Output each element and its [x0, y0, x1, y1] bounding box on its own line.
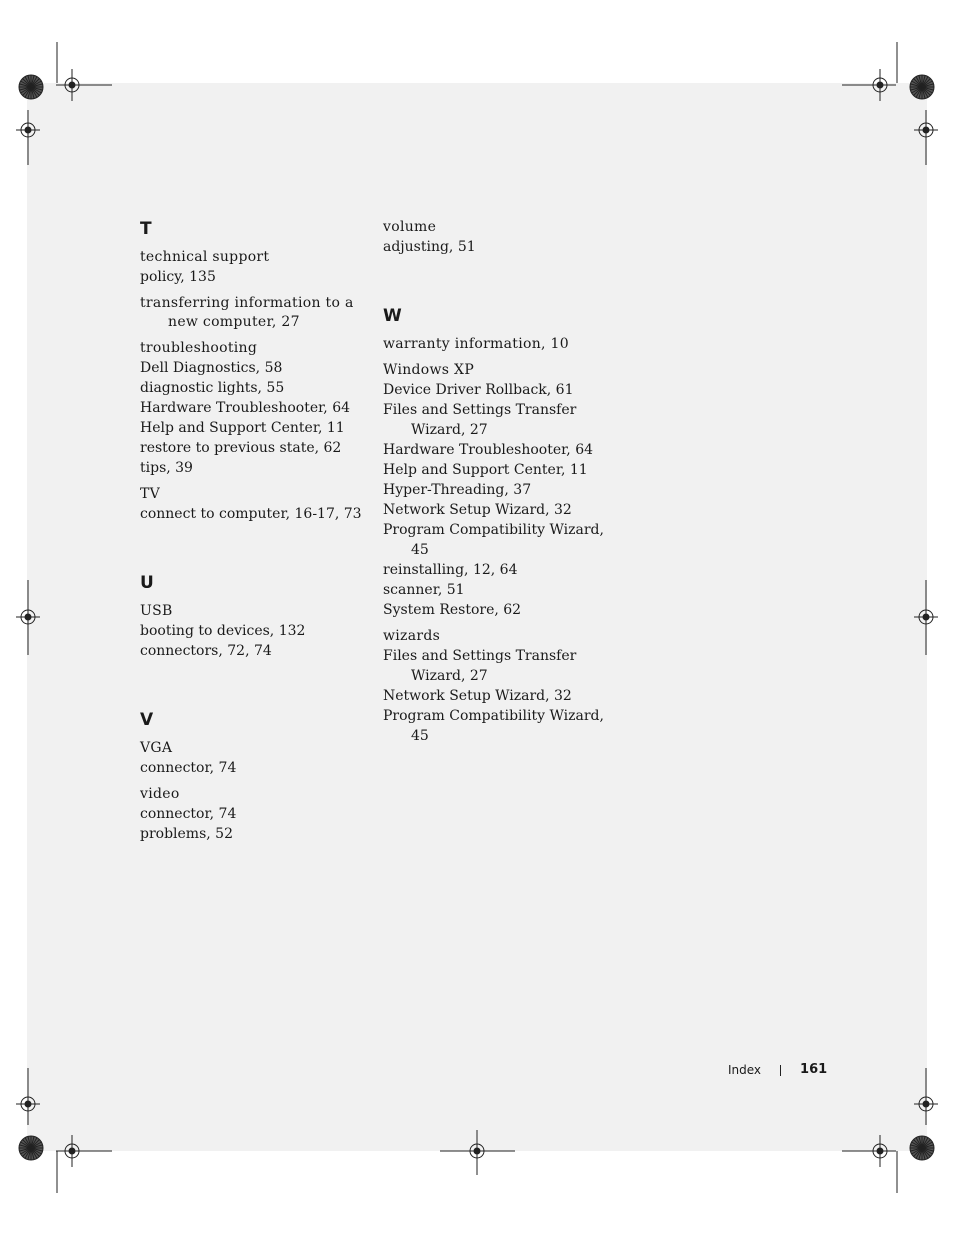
index-subentry: connect to computer, 16-17, 73: [140, 506, 362, 522]
index-subentry: Hardware Troubleshooter, 64: [140, 400, 351, 416]
section-letter: U: [140, 573, 154, 593]
index-section: [383, 305, 613, 746]
index-term: VGA: [140, 740, 173, 756]
index-term: Windows XP: [383, 362, 475, 378]
index-term: video: [140, 786, 180, 802]
index-section: [140, 218, 370, 524]
index-subentry: Network Setup Wizard, 32: [383, 688, 572, 704]
index-term: warranty information, 10: [383, 336, 569, 352]
index-column-right: [383, 218, 613, 794]
footer-separator: [780, 1065, 781, 1076]
index-subentry: Device Driver Rollback, 61: [383, 382, 574, 398]
index-entry: [383, 335, 613, 354]
index-subentry: Hardware Troubleshooter, 64: [383, 442, 594, 458]
index-subentry: reinstalling, 12, 64: [383, 562, 518, 578]
index-term: USB: [140, 603, 173, 619]
index-subentry: Hyper-Threading, 37: [383, 482, 532, 498]
index-entry: [383, 218, 613, 257]
index-subentry: adjusting, 51: [383, 239, 476, 255]
index-subentry: Network Setup Wizard, 32: [383, 502, 572, 518]
index-section: [140, 572, 370, 661]
section-letter: W: [383, 306, 402, 326]
section-letter: T: [140, 219, 152, 239]
index-entry: [140, 248, 370, 287]
index-subentry: Program Compatibility Wizard, 45: [383, 522, 604, 558]
index-subentry: Program Compatibility Wizard, 45: [383, 708, 604, 744]
index-entry: [383, 361, 613, 620]
index-subentry: Files and Settings Transfer Wizard, 27: [383, 648, 577, 684]
index-subentry: Help and Support Center, 11: [140, 420, 345, 436]
index-subentry: scanner, 51: [383, 582, 465, 598]
index-subentry: restore to previous state, 62: [140, 440, 342, 456]
index-subentry: connectors, 72, 74: [140, 643, 272, 659]
index-entry: [140, 602, 370, 661]
index-entry: [140, 294, 370, 332]
index-entry: [140, 485, 370, 524]
index-subentry: tips, 39: [140, 460, 193, 476]
index-term: transferring information to a new computer, 27: [140, 295, 354, 330]
index-subentry: policy, 135: [140, 269, 216, 285]
index-section: [383, 218, 613, 257]
page-number: 161: [800, 1062, 828, 1077]
index-entry: [140, 785, 370, 844]
index-entry: [383, 627, 613, 746]
index-section: [140, 709, 370, 844]
index-term: wizards: [383, 628, 441, 644]
page-footer: [728, 1061, 827, 1079]
index-entry: [140, 339, 370, 478]
index-term: TV: [140, 486, 161, 502]
index-subentry: Help and Support Center, 11: [383, 462, 588, 478]
index-term: technical support: [140, 249, 270, 265]
footer-section-label: Index: [728, 1063, 762, 1077]
index-subentry: connector, 74: [140, 760, 237, 776]
index-subentry: problems, 52: [140, 826, 233, 842]
index-subentry: Dell Diagnostics, 58: [140, 360, 283, 376]
section-letter: V: [140, 710, 154, 730]
index-term: troubleshooting: [140, 340, 258, 356]
index-term: volume: [383, 219, 437, 235]
index-subentry: connector, 74: [140, 806, 237, 822]
index-column-left: [140, 218, 370, 892]
index-subentry: System Restore, 62: [383, 602, 522, 618]
index-subentry: booting to devices, 132: [140, 623, 306, 639]
index-subentry: Files and Settings Transfer Wizard, 27: [383, 402, 577, 438]
index-subentry: diagnostic lights, 55: [140, 380, 285, 396]
index-entry: [140, 739, 370, 778]
